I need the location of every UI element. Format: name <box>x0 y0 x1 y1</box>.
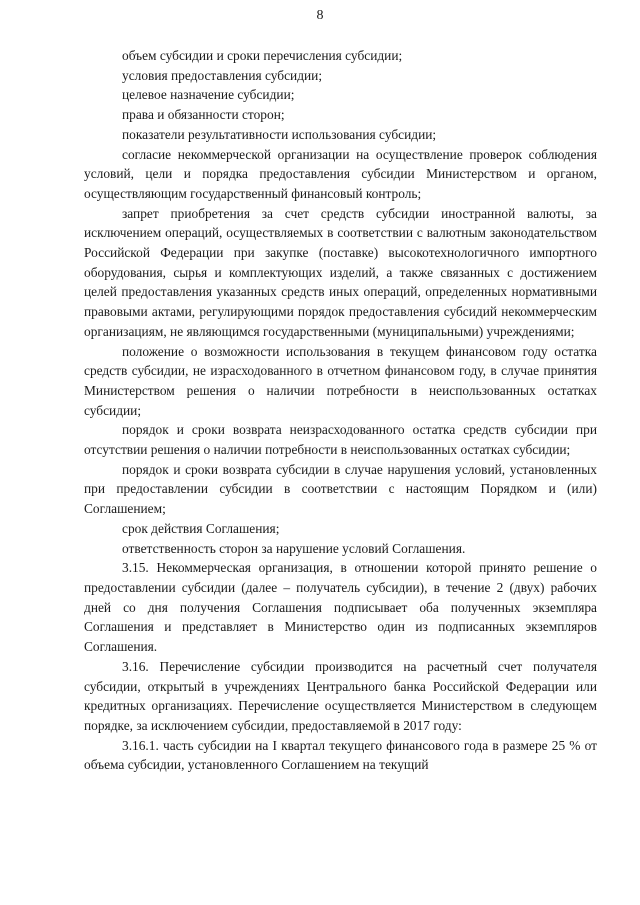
paragraph-clause-3-16-1: 3.16.1. часть субсидии на I квартал текущего финансового года в размере 25 % от объема субсидии, установленного Соглашением на текущий <box>84 737 597 773</box>
paragraph-agreement-term: срок действия Соглашения; <box>122 520 280 536</box>
paragraph-balance-return: порядок и сроки возврата неизрасходованного остатка средств субсидии при отсутствии решения о наличии потребности в неиспользованных остатках субсидии; <box>84 422 597 458</box>
document-body <box>84 46 597 775</box>
page-number: 8 <box>316 8 324 23</box>
paragraph-subsidy-volume: объем субсидии и сроки перечисления субсидии; <box>122 48 403 63</box>
paragraph-clause-3-15: 3.15. Некоммерческая организация, в отношении которой принято решение о предоставлении субсидии (далее – получатель субсидии), в течение 2 (двух) рабочих дней со дня получения Соглашения подписывает оба полученных экземпляра Соглашения и представляет в Министерство один из подписанных экземпляров Соглашения. <box>84 560 597 655</box>
paragraph-liability: ответственность сторон за нарушение условий Соглашения. <box>122 540 466 556</box>
paragraph-performance-indicators: показатели результативности использования субсидии; <box>122 126 437 142</box>
paragraph-subsidy-conditions: условия предоставления субсидии; <box>122 67 323 83</box>
paragraph-rights-obligations: права и обязанности сторон; <box>122 107 285 123</box>
paragraph-currency-ban: запрет приобретения за счет средств субсидии иностранной валюты, за исключением операций, осуществляемых в соответствии с валютным законодательством Российской Федерации при закупке (поставке) высокотехнологичного импортного оборудования, сырья и комплектующих изделий, а также связанных с достижением целей предоставления указанных средств иных операций, определенных нормативными правовыми актами, регулирующими порядок предоставления субсидий некоммерческим организациям, не являющимся государственными (муниципальными) учреждениями; <box>84 205 597 339</box>
paragraph-subsidy-purpose: целевое назначение субсидии; <box>122 87 295 103</box>
paragraph-violation-return: порядок и сроки возврата субсидии в случае нарушения условий, установленных при предоставлении субсидии в соответствии с настоящим Порядком и (или) Соглашением; <box>84 461 597 517</box>
paragraph-inspection-consent: согласие некоммерческой организации на осуществление проверок соблюдения условий, цели и порядка предоставления субсидии Министерством и органом, осуществляющим государственный финансовый контроль; <box>84 146 597 201</box>
paragraph-clause-3-16: 3.16. Перечисление субсидии производится на расчетный счет получателя субсидии, открытый в учреждениях Центрального банка Российской Федерации или кредитных организациях. Перечисление осуществляется Министерством в следующем порядке, за исключением субсидии, предоставляемой в 2017 году: <box>84 658 597 733</box>
paragraph-balance-usage: положение о возможности использования в текущем финансовом году остатка средств субсидии, не израсходованного в отчетном финансовом году, в случае принятия Министерством решения о наличии потребности в неиспользованных остатках субсидии; <box>84 343 597 418</box>
